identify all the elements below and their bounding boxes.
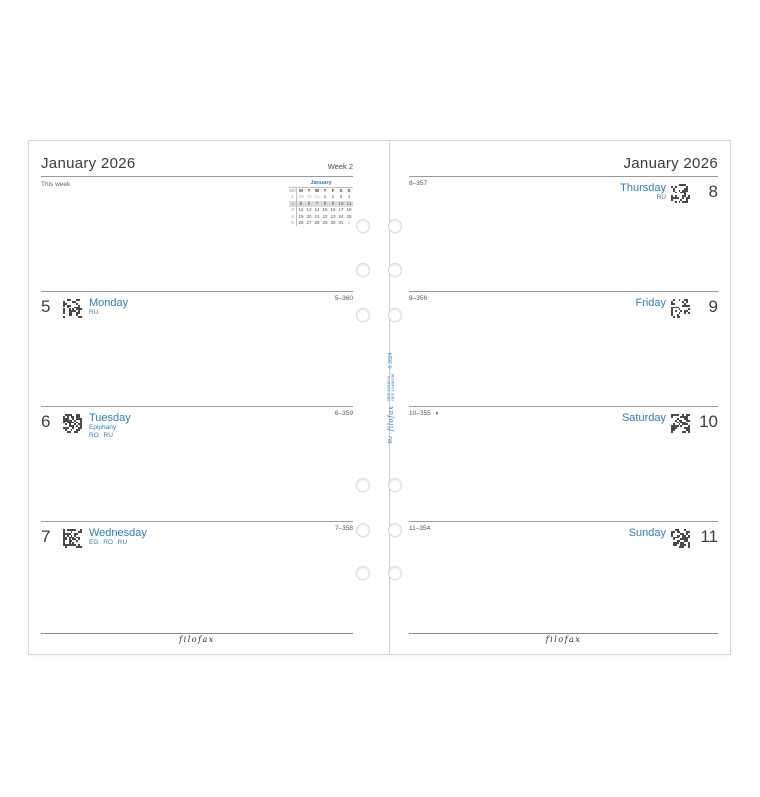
binder-hole (356, 523, 370, 537)
binder-hole (388, 566, 402, 580)
day-number: 5 (41, 297, 51, 316)
day-counter: 9–356 (409, 295, 428, 302)
day-number: 11 (700, 527, 718, 546)
day-section-sunday (409, 521, 718, 635)
day-counter: 6–359 (334, 410, 353, 417)
day-counter: 5–360 (334, 295, 353, 302)
binder-hole (356, 566, 370, 580)
mini-calendar-title: January (289, 180, 353, 188)
binder-hole (388, 219, 402, 233)
day-info (629, 527, 666, 539)
binder-hole (388, 523, 402, 537)
qr-code (671, 414, 690, 433)
qr-code (671, 299, 690, 318)
day-info (89, 297, 128, 317)
binder-hole (356, 478, 370, 492)
spine-ref-numbers: REF 5064523 REF 15408236 (385, 373, 395, 401)
binder-hole (356, 308, 370, 322)
day-name: Sunday (628, 527, 666, 539)
binder-hole (388, 308, 402, 322)
day-name: Wednesday (89, 527, 147, 539)
day-info (89, 527, 147, 547)
day-holiday-codes: RU (89, 309, 99, 316)
left-page (29, 141, 389, 656)
page-title: January 2026 (41, 155, 136, 172)
day-section-monday (41, 291, 353, 405)
day-counter: 11–354 (409, 525, 431, 532)
day-counter: 8–357 (409, 180, 428, 187)
day-holiday-codes: EG RO RU (89, 539, 128, 546)
qr-code (63, 414, 82, 433)
qr-code (671, 529, 690, 548)
day-number: 6 (41, 412, 51, 431)
day-number: 10 (699, 412, 718, 431)
day-info (635, 297, 666, 309)
day-name: Tuesday (89, 412, 131, 424)
day-section-tuesday (41, 406, 353, 520)
mini-calendar-grid: WK M T W T F S S 1 29 30 31 1 2 3 4 2 5 6 7 8 9 10 11 3 12 13 14 15 16 17 18 4 19 20 21 22 23 24 25 5 26 27 28 29 30 31 1 (289, 188, 352, 226)
day-number: 8 (708, 182, 718, 201)
mini-calendar (289, 180, 353, 226)
spine-lang-code: RU (388, 436, 394, 444)
day-name: Saturday (621, 412, 666, 424)
binder-hole (388, 263, 402, 277)
day-holiday-codes: RU (656, 194, 666, 201)
filofax-logo: filofax (537, 635, 591, 644)
day-info (622, 412, 666, 424)
left-header (41, 141, 353, 177)
qr-code (63, 299, 82, 318)
binder-hole (356, 219, 370, 233)
footer-rule (409, 633, 718, 652)
day-section-wednesday (41, 521, 353, 635)
right-header (409, 141, 718, 177)
week-number-label: Week 2 (327, 162, 353, 171)
right-page (385, 141, 732, 656)
day-holiday-codes: RO RU (89, 431, 113, 439)
day-counter: 7–358 (334, 525, 353, 532)
qr-code (671, 184, 690, 203)
filofax-logo: filofax (387, 405, 395, 432)
spine-copyright: © 2024 (388, 352, 394, 369)
day-holiday-name: Epiphany (89, 424, 117, 431)
day-section-saturday (409, 406, 718, 520)
this-week-label: This week (41, 181, 71, 188)
planner-spread (28, 140, 731, 655)
day-section-thursday (409, 177, 718, 291)
binder-hole (356, 263, 370, 277)
page-title: January 2026 (623, 155, 718, 172)
day-section-friday (409, 291, 718, 405)
day-name: Friday (635, 297, 666, 309)
day-number: 9 (708, 297, 718, 316)
footer-rule (41, 633, 353, 652)
qr-code (63, 529, 82, 548)
filofax-logo: filofax (170, 635, 224, 644)
spine-imprint (385, 323, 397, 473)
day-counter: 10–355 ◑ (409, 410, 439, 417)
binder-hole (388, 478, 402, 492)
moon-phase-icon: ◑ (434, 411, 439, 417)
day-name: Thursday (620, 182, 666, 194)
day-name: Monday (89, 297, 129, 309)
day-info (89, 412, 131, 439)
day-number: 7 (41, 527, 51, 546)
day-info (620, 182, 666, 202)
